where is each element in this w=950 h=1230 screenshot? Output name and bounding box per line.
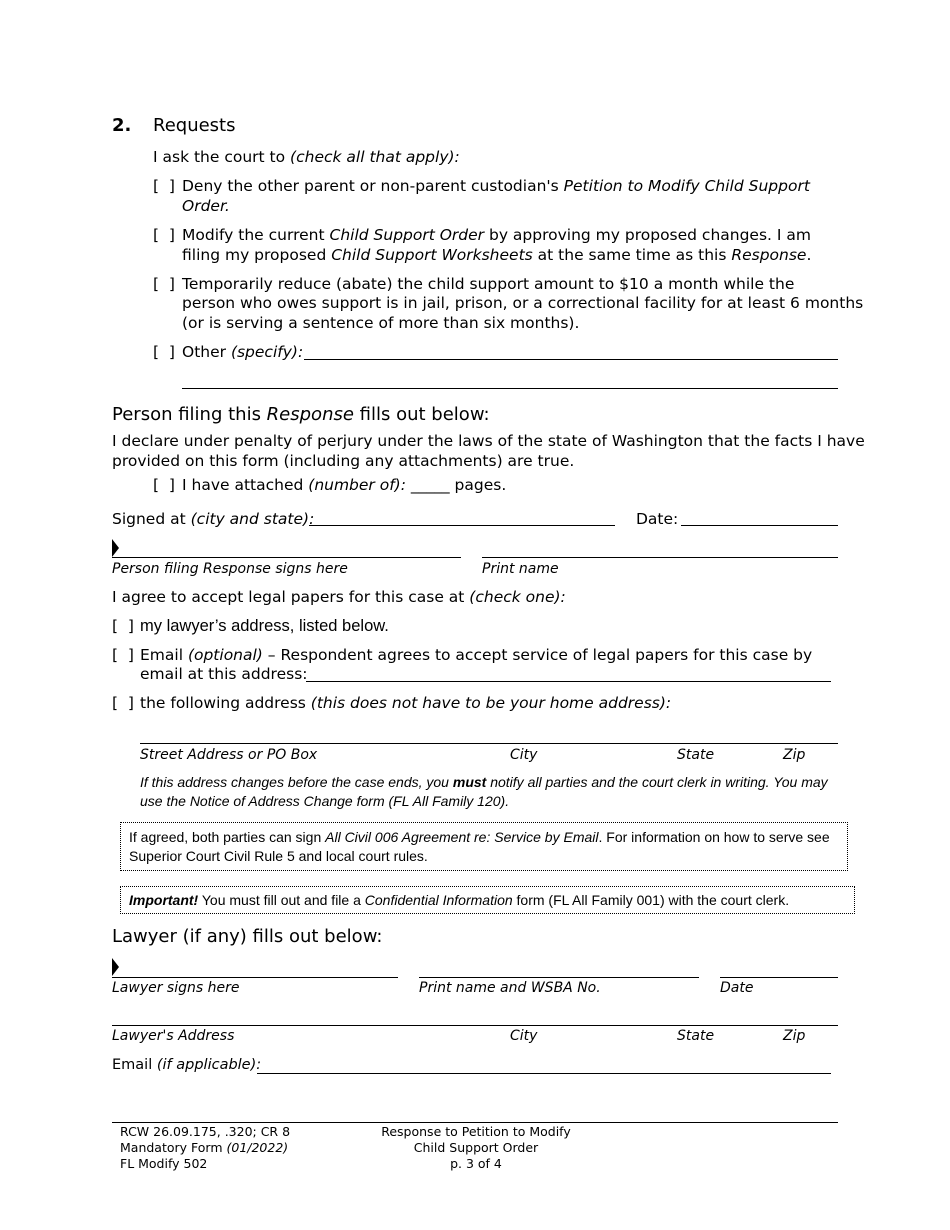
option-lawyer-address: my lawyer’s address, listed below. [140,617,389,635]
request-deny-cont: Order. [182,197,230,215]
declaration-line2: provided on this form (including any attachments) are true. [112,452,575,470]
signature-line[interactable] [112,557,461,558]
lawyer-sign-caption: Lawyer signs here [112,980,240,996]
date-label: Date: [636,510,679,528]
footer-form-number: FL Modify 502 [120,1156,208,1171]
lawyer-sign-arrow-icon [112,958,119,976]
signed-at-field[interactable] [309,525,615,526]
signature-caption: Person filing Response signs here [112,561,348,577]
checkbox-attached[interactable]: [ ] [153,476,175,494]
lawyer-date-line[interactable] [720,977,838,978]
footer-rule [112,1122,838,1123]
request-abate-line1: Temporarily reduce (abate) the child support amount to $10 a month while the [182,275,795,293]
footer-rcw: RCW 26.09.175, .320; CR 8 [120,1124,291,1139]
sign-here-arrow-icon [112,539,119,557]
checkbox-modify[interactable]: [ ] [153,226,175,244]
option-following-address: the following address (this does not have to be your home address): [140,694,672,712]
person-heading: Person filing this Response fills out below: [112,404,490,425]
email-address-field[interactable] [306,681,831,682]
lawyer-email-field[interactable] [257,1073,831,1074]
city-caption: City [510,747,538,763]
requests-intro: I ask the court to (check all that apply): [153,148,460,166]
option-email: Email (optional) – Respondent agrees to accept service of legal papers for this case by [140,646,813,664]
print-name-caption: Print name [482,561,559,577]
lawyer-address-line[interactable] [112,1025,838,1026]
lawyer-print-line[interactable] [419,977,699,978]
declaration-line1: I declare under penalty of perjury under the laws of the state of Washington that the facts I have [112,432,865,450]
lawyer-email-label: Email (if applicable): [112,1057,262,1073]
footer-mandatory: Mandatory Form (01/2022) [120,1140,289,1155]
address-line[interactable] [140,743,838,744]
service-agree: I agree to accept legal papers for this case at (check one): [112,588,566,606]
lawyer-state-caption: State [677,1028,715,1044]
lawyer-zip-caption: Zip [783,1028,806,1044]
other-specify-line-2[interactable] [182,388,838,389]
zip-caption: Zip [783,747,806,763]
request-modify-cont: filing my proposed Child Support Worksheets at the same time as this Response. [182,246,812,264]
request-abate-line3: (or is serving a sentence of more than six months). [182,314,580,332]
checkbox-email[interactable]: [ ] [112,646,134,664]
request-modify: Modify the current Child Support Order by approving my proposed changes. I am [182,226,811,244]
address-change-note: If this address changes before the case ends, you must notify all parties and the court clerk in writing. You may use the Notice of Address Change form (FL All Family 120). [140,774,828,809]
checkbox-other[interactable]: [ ] [153,343,175,361]
checkbox-following-address[interactable]: [ ] [112,694,134,712]
lawyer-print-caption: Print name and WSBA No. [419,980,601,996]
footer-title-line2: Child Support Order [413,1140,539,1155]
request-deny: Deny the other parent or non-parent custodian's Petition to Modify Child Support [182,177,810,195]
print-name-line[interactable] [482,557,838,558]
footer-page-number: p. 3 of 4 [450,1156,502,1171]
checkbox-deny[interactable]: [ ] [153,177,175,195]
request-abate-line2: person who owes support is in jail, prison, or a correctional facility for at least 6 months [182,294,864,312]
important-notice-box: Important! You must fill out and file a Confidential Information form (FL All Family 001) with the court clerk. [120,886,855,914]
footer-title-line1: Response to Petition to Modify [381,1124,571,1139]
street-caption: Street Address or PO Box [140,747,318,763]
lawyer-date-caption: Date [720,980,754,996]
checkbox-abate[interactable]: [ ] [153,275,175,293]
checkbox-lawyer-address[interactable]: [ ] [112,617,134,635]
other-specify-line-1[interactable] [304,359,838,360]
lawyer-signature-line[interactable] [112,977,398,978]
attached-pages: I have attached (number of): _____ pages. [182,476,507,494]
option-email-cont: email at this address: [140,665,308,683]
lawyer-address-caption: Lawyer's Address [112,1028,235,1044]
date-field[interactable] [681,525,838,526]
section-number: 2. [112,115,132,136]
request-other: Other (specify): [182,343,304,361]
service-email-info-box: If agreed, both parties can sign All Civil 006 Agreement re: Service by Email. For information on how to serve see Superior Court Civil Rule 5 and local court rules. [120,822,848,871]
lawyer-heading: Lawyer (if any) fills out below: [112,926,383,947]
signed-at-label: Signed at (city and state): [112,510,315,528]
state-caption: State [677,747,715,763]
section-title: Requests [153,115,236,136]
lawyer-city-caption: City [510,1028,538,1044]
